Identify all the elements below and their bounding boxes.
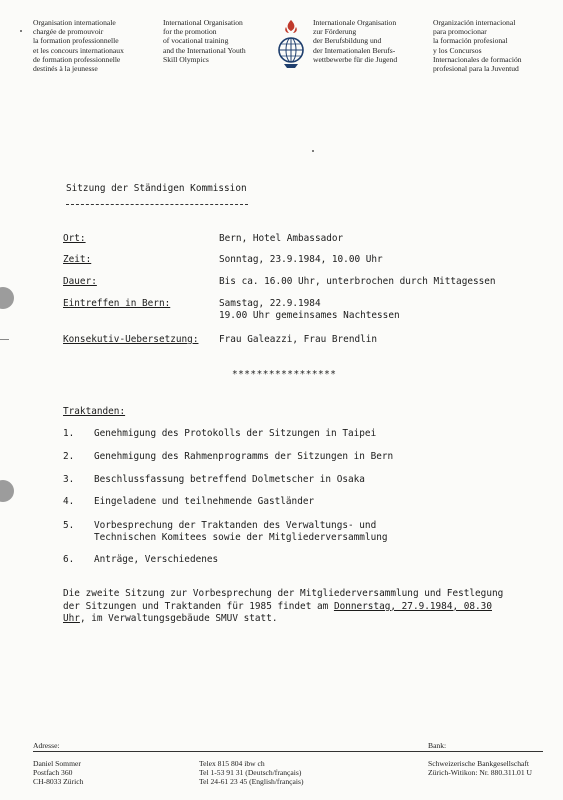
agenda-item-continuation: Technischen Komitees sowie der Mitgliederversammlung xyxy=(94,532,388,543)
letterhead-french xyxy=(33,18,124,73)
line: chargée de promouvoir xyxy=(33,27,104,37)
value-zeit: Sonntag, 23.9.1984, 10.00 Uhr xyxy=(219,254,383,265)
separator-stars: ***************** xyxy=(232,369,337,380)
line: of vocational training xyxy=(163,36,229,46)
paragraph-line xyxy=(63,613,503,626)
footer-telephone xyxy=(199,760,304,786)
footer-rule xyxy=(33,751,543,752)
line: zur Förderung xyxy=(313,27,357,37)
line: Skill Olympics xyxy=(163,54,209,64)
footer-bank-header: Bank: xyxy=(428,741,447,750)
label-zeit: Zeit: xyxy=(63,254,92,265)
paragraph-text: der Sitzungen und Traktanden für 1985 findet am xyxy=(63,600,334,612)
line: wettbewerbe für die Jugend xyxy=(313,54,398,64)
line: y los Concursos xyxy=(433,45,482,55)
punch-hole xyxy=(0,480,14,502)
meeting-date: Donnerstag, 27.9.1984, 08.30 xyxy=(333,600,492,612)
letterhead-german xyxy=(313,18,397,64)
label-dauer: Dauer: xyxy=(63,276,97,287)
punch-hole xyxy=(0,287,14,309)
line: Tel 1-53 91 31 (Deutsch/français) xyxy=(199,767,302,777)
agenda-item: Eingeladene und teilnehmende Gastländer xyxy=(94,496,315,507)
line: Daniel Sommer xyxy=(33,759,81,768)
agenda-number: 3. xyxy=(63,474,75,485)
meeting-time-unit: Uhr xyxy=(63,613,80,625)
label-ort: Ort: xyxy=(63,233,86,244)
agenda-number: 1. xyxy=(63,428,75,439)
document-title: Sitzung der Ständigen Kommission xyxy=(66,183,247,194)
letterhead-spanish xyxy=(433,18,522,73)
line: Postfach 360 xyxy=(33,767,73,777)
line: Organización internacional xyxy=(433,18,516,27)
label-eintreffen: Eintreffen in Bern: xyxy=(63,298,171,309)
agenda-title: Traktanden: xyxy=(63,406,126,417)
value-uebersetzung: Frau Galeazzi, Frau Brendlin xyxy=(219,334,378,345)
line: para promocionar xyxy=(433,27,487,37)
value-eintreffen-date: Samstag, 22.9.1984 xyxy=(219,298,321,309)
agenda-item: Anträge, Verschiedenes xyxy=(94,554,219,565)
line: Internationale Organisation xyxy=(313,18,397,27)
line: et les concours internationaux xyxy=(33,45,124,55)
paragraph-line: Die zweite Sitzung zur Vorbesprechung der Mitgliederversammlung und Festlegung xyxy=(63,588,504,599)
agenda-item: Genehmigung des Protokolls der Sitzungen in Taipei xyxy=(94,428,377,439)
line: der Internationalen Berufs- xyxy=(313,45,396,55)
line: de formation professionnelle xyxy=(33,54,121,64)
fold-mark xyxy=(0,339,9,340)
line: Internacionales de formación xyxy=(433,54,522,64)
paragraph-line xyxy=(63,601,503,614)
label-uebersetzung: Konsekutiv-Uebersetzung: xyxy=(63,334,199,345)
agenda-item: Genehmigung des Rahmenprogramms der Sitzungen in Bern xyxy=(94,451,394,462)
line: der Berufsbildung und xyxy=(313,36,382,46)
line: Schweizerische Bankgesellschaft xyxy=(428,759,529,768)
footer-address-header: Adresse: xyxy=(33,741,60,750)
line: Zürich-Witikon: Nr. 880.311.01 U xyxy=(428,767,533,777)
footer-address xyxy=(33,760,83,786)
value-dauer: Bis ca. 16.00 Uhr, unterbrochen durch Mittagessen xyxy=(219,276,496,287)
letterhead-english xyxy=(163,18,246,64)
line: Telex 815 804 ibw ch xyxy=(199,759,265,768)
ink-speck xyxy=(312,150,314,152)
agenda-number: 6. xyxy=(63,554,75,565)
agenda-number: 4. xyxy=(63,496,75,507)
paragraph-text: , im Verwaltungsgebäude SMUV statt. xyxy=(79,613,278,625)
line: destinés à la jeunesse xyxy=(33,64,98,74)
line: profesional para la Juventud xyxy=(433,64,519,74)
line: la formation professionnelle xyxy=(33,36,119,46)
agenda-item: Beschlussfassung betreffend Dolmetscher in Osaka xyxy=(94,474,365,485)
agenda-number: 5. xyxy=(63,520,75,531)
globe-flame-logo-icon xyxy=(275,18,307,70)
closing-paragraph xyxy=(63,588,503,626)
line: for the promotion xyxy=(163,27,217,37)
line: and the International Youth xyxy=(163,45,246,55)
line: International Organisation xyxy=(163,18,243,27)
footer-bank xyxy=(428,760,532,778)
ink-speck xyxy=(20,30,22,32)
line: CH-8033 Zürich xyxy=(33,776,84,786)
value-eintreffen-dinner: 19.00 Uhr gemeinsames Nachtessen xyxy=(219,310,400,321)
line: Organisation internationale xyxy=(33,18,116,27)
agenda-item: Vorbesprechung der Traktanden des Verwaltungs- und xyxy=(94,520,377,531)
line: la formación profesional xyxy=(433,36,508,46)
agenda-number: 2. xyxy=(63,451,75,462)
value-ort: Bern, Hotel Ambassador xyxy=(219,233,344,244)
line: Tel 24-61 23 45 (English/français) xyxy=(199,776,304,786)
title-rule xyxy=(66,204,248,205)
